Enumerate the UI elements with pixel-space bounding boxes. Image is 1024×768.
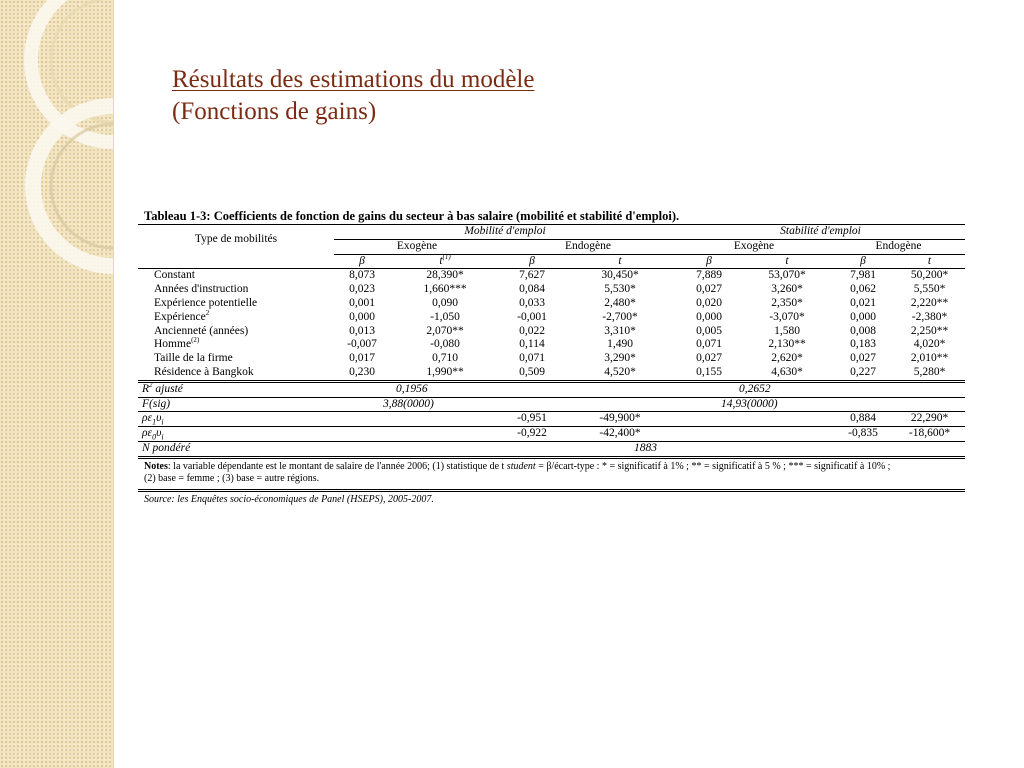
- n-label: N pondéré: [138, 441, 334, 457]
- row-label-footnote: 2: [205, 308, 210, 317]
- table-cell: 0,071: [696, 338, 722, 351]
- table-cell: 3,260*: [771, 283, 803, 296]
- rho0-endo-beta: -0,922: [500, 427, 564, 442]
- col-t: [390, 254, 500, 269]
- col-t-label: t: [439, 254, 443, 267]
- table-cell: 0,033: [519, 296, 545, 309]
- row-label: [138, 366, 334, 381]
- decorative-sidebar: [0, 0, 114, 768]
- table-body: [138, 269, 965, 381]
- table-cell: 2,250**: [910, 324, 949, 337]
- table-cell: 7,627: [500, 269, 564, 283]
- table-row: [138, 311, 965, 325]
- rho0-endo-t: -42,400*: [564, 427, 676, 442]
- table-cell: 0,013: [349, 324, 375, 337]
- table-cell: 5,530*: [604, 283, 636, 296]
- n-row: [138, 441, 965, 457]
- rho1-endo-beta: -0,951: [500, 412, 564, 427]
- rho1-stab-beta: 0,884: [832, 412, 894, 427]
- notes-title: Notes: [144, 460, 168, 472]
- table-cell: 28,390*: [390, 269, 500, 283]
- row-label: [138, 325, 334, 339]
- table-cell: 0,062: [850, 283, 876, 296]
- table-cell: 2,220**: [910, 296, 949, 309]
- r2-text: ajusté: [155, 382, 183, 395]
- table-cell: 0,710: [432, 352, 458, 365]
- row-label: [138, 297, 334, 311]
- table-cell: 0,000: [850, 310, 876, 323]
- row-label-text: Expérience: [154, 310, 206, 323]
- table-cell: 0,027: [696, 283, 722, 296]
- row-label: [138, 338, 334, 352]
- row-label-footnote: (2): [191, 336, 200, 345]
- header-row-1: [138, 225, 965, 240]
- rho0-stab-t: -18,600*: [894, 427, 965, 442]
- table-cell: 0,017: [349, 352, 375, 365]
- results-table: [138, 224, 965, 492]
- table-cell: 1,580: [774, 324, 800, 337]
- row-label-text: Résidence à Bangkok: [154, 365, 254, 378]
- rho1-label: $\rho\varepsilon_1\upsilon_i$: [138, 412, 334, 427]
- table-caption: Tableau 1-3: Coefficients de fonction de gains du secteur à bas salaire (mobilité et stabilité d'emploi).: [144, 209, 680, 223]
- table-cell: 0,022: [519, 324, 545, 337]
- row-label-text: Taille de la firme: [154, 352, 233, 365]
- r2-symbol: R: [142, 382, 150, 395]
- col-t-footnote: (1): [442, 252, 451, 261]
- row-label-text: Constant: [154, 269, 195, 282]
- table-row: [138, 297, 965, 311]
- table-cell: 4,630*: [771, 365, 803, 378]
- title-line-2: (Fonctions de gains): [172, 98, 377, 125]
- group-header-mobilite: Mobilité d'emploi: [334, 225, 676, 240]
- table-cell: 1,990**: [426, 365, 464, 378]
- rho1-stab-t: 22,290*: [894, 412, 965, 427]
- table-cell: 2,480*: [604, 296, 636, 309]
- table-notes: [138, 457, 965, 490]
- table-cell: 0,020: [696, 296, 722, 309]
- col-beta: β: [832, 254, 894, 269]
- table-cell: 53,070*: [742, 269, 832, 283]
- table-cell: 0,114: [519, 338, 545, 351]
- table-cell: 4,020*: [913, 338, 946, 351]
- table-cell: 30,450*: [564, 269, 676, 283]
- title-line-1: Résultats des estimations du modèle: [172, 66, 535, 93]
- table-cell: -2,380*: [911, 310, 948, 323]
- table-cell: 0,183: [850, 338, 876, 351]
- table-cell: 0,090: [432, 296, 458, 309]
- f-row: [138, 397, 965, 412]
- table-cell: 0,230: [349, 365, 375, 378]
- table-cell: -2,700*: [602, 310, 638, 323]
- rho1-row: [138, 412, 965, 427]
- table-row: [138, 366, 965, 381]
- col-beta: β: [334, 254, 390, 269]
- group-header-stabilite: Stabilité d'emploi: [676, 225, 965, 240]
- table-cell: 0,005: [696, 324, 722, 337]
- table-cell: 7,981: [832, 269, 894, 283]
- table-row: [138, 283, 965, 297]
- table-row: [138, 352, 965, 366]
- notes-row: [138, 457, 965, 490]
- table-cell: 0,001: [349, 296, 375, 309]
- table-cell: 0,000: [349, 310, 375, 323]
- row-label-text: Expérience potentielle: [154, 296, 258, 309]
- rho0-stab-beta: -0,835: [832, 427, 894, 442]
- table-cell: 7,889: [676, 269, 742, 283]
- row-label-text: Ancienneté (années): [154, 324, 249, 337]
- r2-sup: 2: [149, 380, 153, 389]
- row-label: [138, 283, 334, 297]
- table-cell: 3,310*: [604, 324, 636, 337]
- notes-text-1b: = β/écart-type : * = significatif à 1% ; ** = significatif à 5 % ; *** = significatif à 10% ;: [538, 460, 891, 472]
- col-t: t: [564, 254, 676, 269]
- r2-row: [138, 381, 965, 397]
- table-cell: 0,027: [696, 352, 722, 365]
- notes-text-1a: : la variable dépendante est le montant de salaire de l'année 2006; (1) statistique de t: [167, 460, 505, 472]
- decorative-circles: [0, 0, 113, 768]
- col-t: t: [894, 254, 965, 269]
- table-cell: 0,008: [850, 324, 876, 337]
- table-cell: 2,010**: [910, 352, 949, 365]
- r2-mobilite: 0,1956: [334, 381, 676, 397]
- table-cell: 8,073: [334, 269, 390, 283]
- r2-label: [138, 381, 334, 397]
- f-label: F(sig): [138, 397, 334, 412]
- slide-title: [172, 64, 534, 128]
- table-source: Source: les Enquêtes socio-économiques de Panel (HSEPS), 2005-2007.: [144, 493, 434, 505]
- table-cell: 2,070**: [426, 324, 464, 337]
- rho1-endo-t: -49,900*: [564, 412, 676, 427]
- table-row: [138, 269, 965, 283]
- table-cell: 0,084: [519, 283, 545, 296]
- subheader-exogene: Exogène: [676, 239, 832, 254]
- type-header: Type de mobilités: [138, 225, 334, 269]
- table-cell: -3,070*: [769, 310, 805, 323]
- table-cell: 1,490: [607, 338, 633, 351]
- results-table-block: [138, 208, 965, 505]
- table-cell: 0,023: [349, 283, 375, 296]
- table-cell: 0,021: [850, 296, 876, 309]
- table-cell: -0,080: [430, 338, 460, 351]
- table-row: [138, 325, 965, 339]
- f-mobilite: 3,88(0000): [334, 397, 676, 412]
- table-cell: -0,001: [517, 310, 547, 323]
- table-cell: 0,227: [850, 365, 876, 378]
- table-cell: 2,350*: [771, 296, 803, 309]
- table-cell: 0,000: [696, 310, 722, 323]
- table-row: [138, 338, 965, 352]
- table-cell: 2,620*: [771, 352, 803, 365]
- notes-text-2: (2) base = femme ; (3) base = autre régions.: [144, 473, 320, 485]
- table-cell: 4,520*: [604, 365, 636, 378]
- table-cell: 0,155: [696, 365, 722, 378]
- row-label: [138, 269, 334, 283]
- table-cell: -0,007: [347, 338, 377, 351]
- subheader-exogene: Exogène: [334, 239, 500, 254]
- table-cell: 1,660***: [423, 283, 467, 296]
- f-stabilite: 14,93(0000): [676, 397, 965, 412]
- row-label-text: Homme: [154, 338, 192, 351]
- subheader-endogene: Endogène: [500, 239, 676, 254]
- r2-stabilite: 0,2652: [676, 381, 965, 397]
- subheader-endogene: Endogène: [832, 239, 965, 254]
- notes-student: student: [506, 460, 536, 472]
- table-cell: 3,290*: [604, 352, 636, 365]
- n-value: 1883: [334, 441, 965, 457]
- table-cell: 50,200*: [894, 269, 965, 283]
- col-beta: β: [676, 254, 742, 269]
- table-cell: 0,509: [519, 365, 545, 378]
- row-label: [138, 308, 334, 325]
- table-cell: 0,071: [519, 352, 545, 365]
- table-cell: 2,130**: [768, 338, 806, 351]
- table-cell: 5,550*: [913, 283, 946, 296]
- table-cell: 0,027: [850, 352, 876, 365]
- table-cell: -1,050: [430, 310, 460, 323]
- table-cell: 5,280*: [913, 365, 946, 378]
- rho0-label: $\rho\varepsilon_0\upsilon_i$: [138, 427, 334, 442]
- col-beta: β: [500, 254, 564, 269]
- rho0-row: [138, 427, 965, 442]
- row-label-text: Années d'instruction: [154, 283, 249, 296]
- row-label: [138, 352, 334, 366]
- col-t: t: [742, 254, 832, 269]
